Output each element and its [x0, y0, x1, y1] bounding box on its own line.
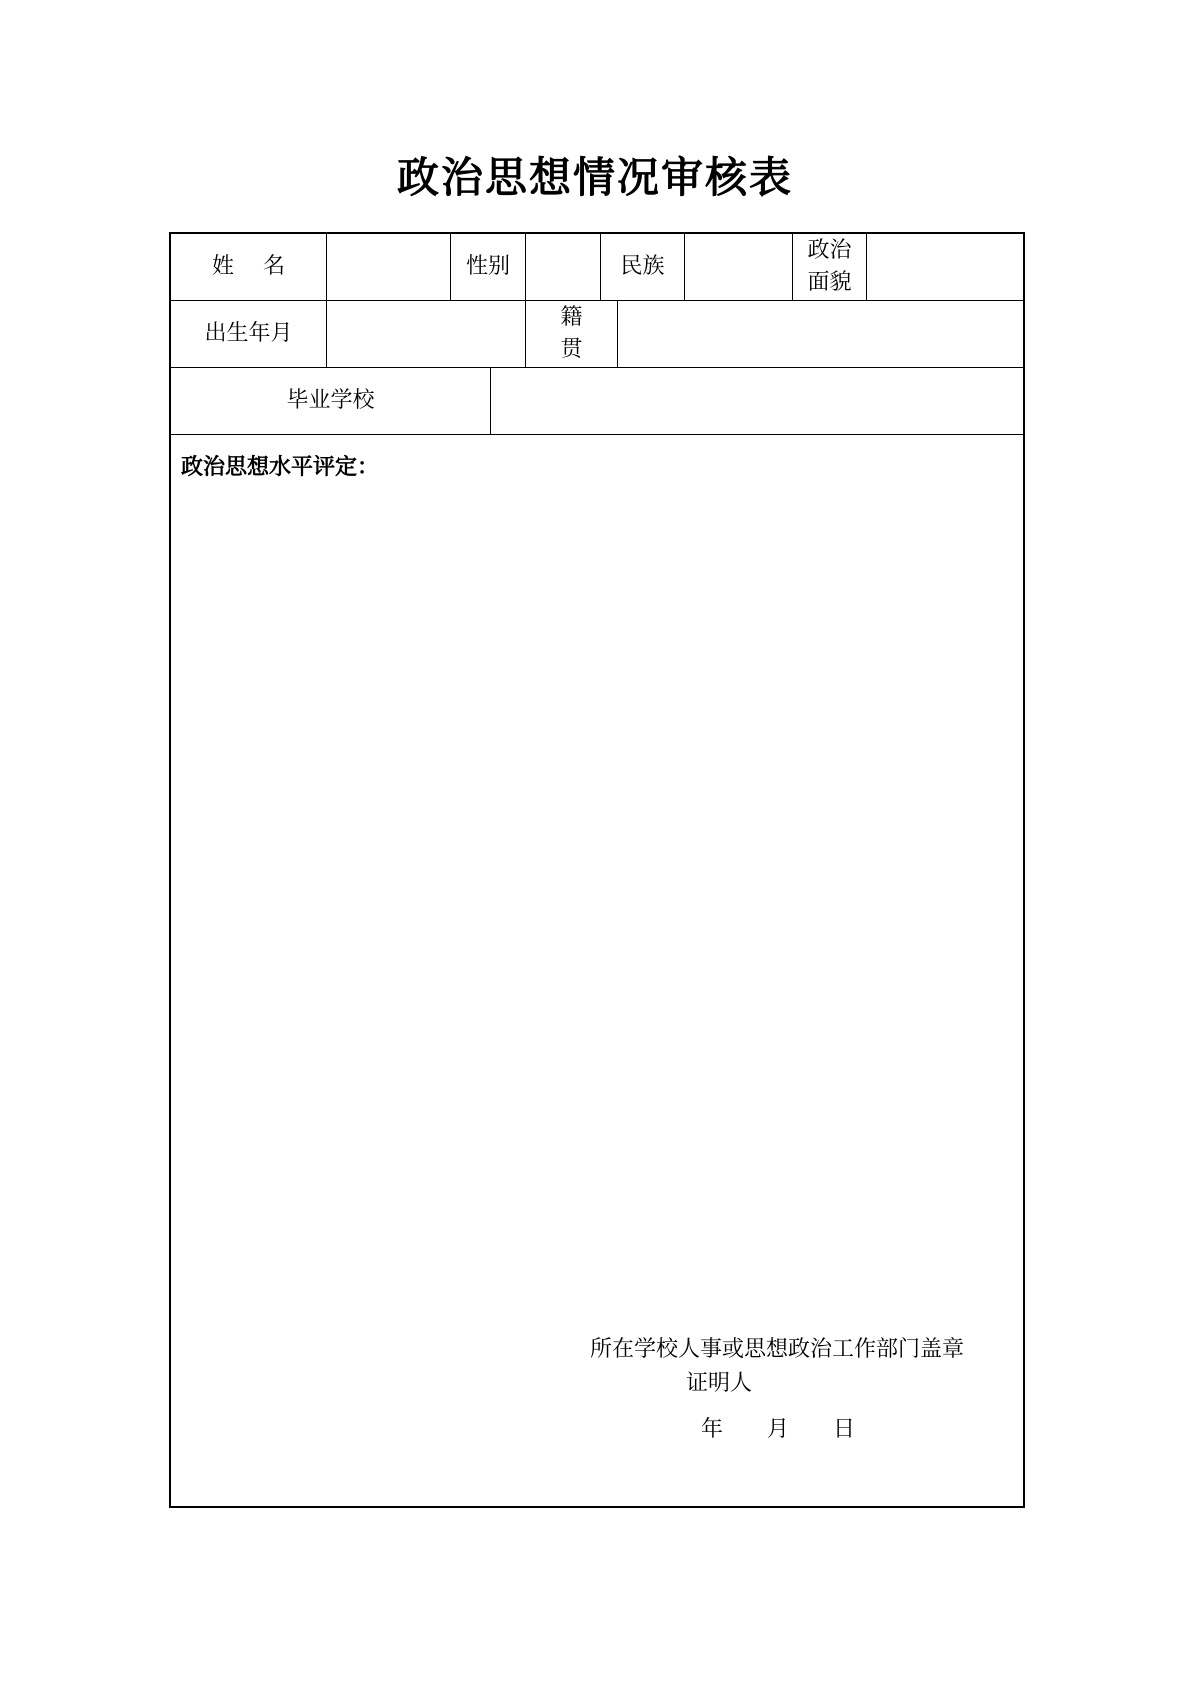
birth-date-value[interactable] [327, 301, 525, 367]
political-status-label: 政治 面貌 [807, 238, 852, 295]
name-label: 姓 名 [212, 254, 285, 279]
native-place-label: 籍 贯 [560, 305, 583, 362]
political-status-value[interactable] [867, 234, 1023, 300]
seal-statement: 所在学校人事或思想政治工作部门盖章 [590, 1337, 965, 1362]
name-value[interactable] [327, 234, 450, 300]
graduation-school-label: 毕业学校 [286, 388, 375, 413]
gender-value[interactable] [526, 234, 600, 300]
graduation-school-value[interactable] [491, 368, 1023, 434]
document-title: 政治思想情况审核表 [396, 153, 793, 202]
assessment-label: 政治思想水平评定： [181, 455, 380, 480]
birth-date-label: 出生年月 [204, 321, 293, 346]
certifier-label: 证明人 [686, 1371, 753, 1396]
gender-label: 性别 [465, 254, 510, 279]
assessment-content[interactable] [181, 492, 1011, 1312]
date-line: 年 月 日 [701, 1417, 856, 1442]
row-divider-3 [171, 434, 1023, 435]
ethnicity-value[interactable] [685, 234, 792, 300]
native-place-value[interactable] [618, 301, 1023, 367]
review-form [169, 232, 1025, 1508]
ethnicity-label: 民族 [620, 254, 665, 279]
